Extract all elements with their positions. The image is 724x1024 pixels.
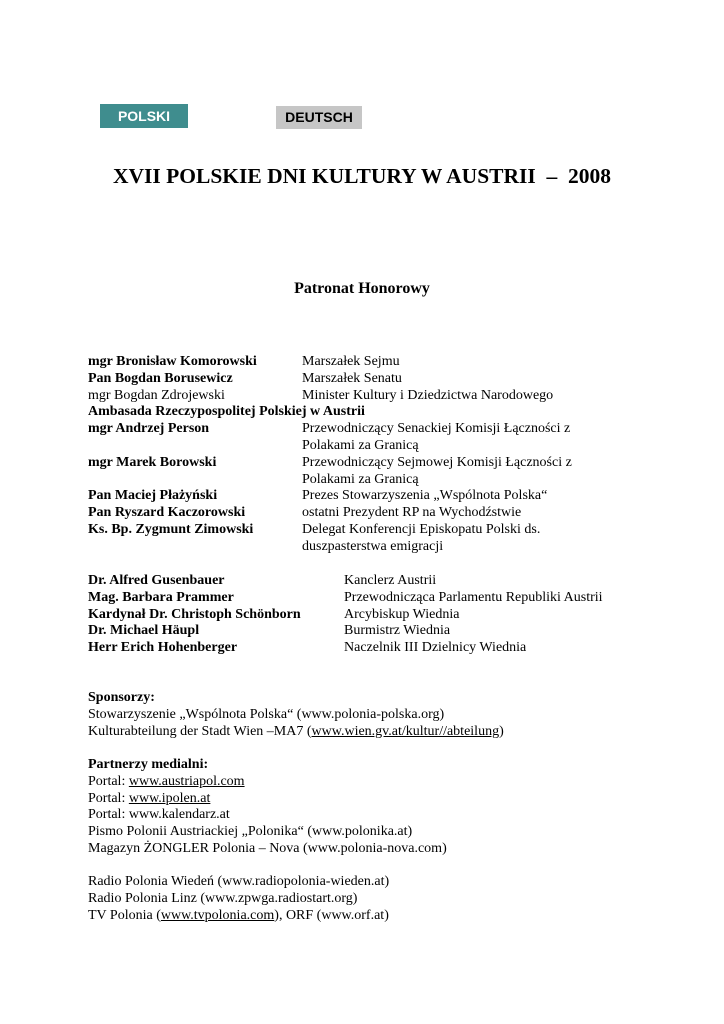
- sponsors-section: [88, 690, 708, 740]
- patron-role: [302, 388, 708, 405]
- embassy-name: Ambasada Rzeczypospolitej Polskiej w Austrii: [88, 404, 365, 420]
- patron-role-line: Przewodniczący Senackiej Komisji Łączności z: [302, 421, 571, 437]
- portal-link[interactable]: www.austriapol.com: [128, 773, 245, 789]
- patron-role: [302, 421, 708, 455]
- patron-row: [88, 505, 708, 522]
- deutsch-language-button[interactable]: DEUTSCH: [276, 106, 362, 129]
- patron-name: mgr Bronisław Komorowski: [88, 354, 257, 369]
- media-line: [88, 807, 708, 824]
- sponsor-line: [88, 724, 708, 741]
- patron-role: Przewodnicząca Parlamentu Republiki Austrii: [344, 589, 603, 605]
- media-line: Pismo Polonii Austriackiej „Polonika“ (www.polonika.at): [88, 824, 413, 840]
- patron-row: [88, 388, 708, 405]
- patron-name: Dr. Alfred Gusenbauer: [88, 573, 225, 588]
- polski-language-button[interactable]: POLSKI: [100, 104, 188, 128]
- portal-label: Portal:: [88, 790, 129, 806]
- patron-role-line: Delegat Konferencji Episkopatu Polski ds.: [302, 521, 541, 537]
- patron-role-line: Polakami za Granicą: [302, 437, 419, 453]
- patron-role-line: duszpasterstwa emigracji: [302, 538, 444, 554]
- tv-link[interactable]: www.tvpolonia.com: [160, 907, 275, 923]
- sponsors-heading: Sponsorzy:: [88, 690, 155, 705]
- patron-row: [88, 640, 708, 657]
- patron-row: [88, 522, 708, 556]
- media-line: [88, 791, 708, 808]
- patron-name: Mag. Barbara Prammer: [88, 589, 234, 605]
- patron-role-line: Prezes Stowarzyszenia „Wspólnota Polska“: [302, 488, 548, 504]
- portal-text: www.kalendarz.at: [128, 807, 230, 823]
- patron-name: Pan Bogdan Borusewicz: [88, 370, 233, 386]
- patron-row: [88, 421, 708, 455]
- tv-text: TV Polonia (: [88, 907, 161, 923]
- sponsor-text: Kulturabteilung der Stadt Wien –MA7 (: [88, 723, 312, 739]
- patron-row: [88, 404, 708, 421]
- patron-row: [88, 607, 708, 624]
- patron-role: [302, 455, 708, 489]
- patron-role-line: Marszałek Senatu: [302, 370, 402, 386]
- patron-name: Ks. Bp. Zygmunt Zimowski: [88, 521, 254, 537]
- tv-text: ), ORF (www.orf.at): [274, 907, 389, 923]
- patron-role: Kanclerz Austrii: [344, 573, 437, 588]
- media-partners-section: [88, 757, 708, 858]
- patron-name: mgr Marek Borowski: [88, 454, 217, 470]
- polish-patrons-list: [88, 354, 708, 556]
- patron-role: [302, 371, 708, 388]
- patron-role: Naczelnik III Dzielnicy Wiednia: [344, 640, 527, 656]
- patron-role-line: Polakami za Granicą: [302, 471, 419, 487]
- patron-row: [88, 455, 708, 489]
- patron-role: [302, 505, 708, 522]
- portal-link[interactable]: www.ipolen.at: [128, 790, 211, 806]
- patron-name: Pan Ryszard Kaczorowski: [88, 505, 246, 521]
- patron-row: [88, 371, 708, 388]
- patron-role: [302, 488, 708, 505]
- radio-line: Radio Polonia Wiedeń (www.radiopolonia-wieden.at): [88, 874, 390, 889]
- patron-name: Dr. Michael Häupl: [88, 623, 200, 639]
- sponsor-link[interactable]: www.wien.gv.at/kultur//abteilung: [311, 723, 500, 739]
- portal-label: Portal:: [88, 807, 129, 823]
- sponsor-line: Stowarzyszenie „Wspólnota Polska“ (www.polonia-polska.org): [88, 706, 445, 722]
- media-line: Magazyn ŻONGLER Polonia – Nova (www.polonia-nova.com): [88, 840, 447, 856]
- radio-line: Radio Polonia Linz (www.zpwga.radiostart.org): [88, 890, 358, 906]
- patron-role: [302, 522, 708, 556]
- patron-name: mgr Bogdan Zdrojewski: [88, 387, 225, 403]
- patron-role: [302, 354, 708, 371]
- patron-row: [88, 623, 708, 640]
- media-partners-heading: Partnerzy medialni:: [88, 757, 209, 772]
- section-subtitle: Patronat Honorowy: [294, 280, 430, 297]
- patron-role: Burmistrz Wiednia: [344, 623, 451, 639]
- sponsor-text: ): [499, 723, 504, 739]
- radio-tv-section: [88, 874, 708, 924]
- patron-role: Arcybiskup Wiednia: [344, 606, 460, 622]
- patron-role-line: Minister Kultury i Dziedzictwa Narodowego: [302, 387, 554, 403]
- patron-row: [88, 590, 708, 607]
- austrian-patrons-list: [88, 573, 708, 657]
- patron-role-line: Marszałek Sejmu: [302, 354, 400, 369]
- patron-name: Kardynał Dr. Christoph Schönborn: [88, 606, 301, 622]
- patron-role-line: ostatni Prezydent RP na Wychodźstwie: [302, 505, 522, 521]
- patron-name: Herr Erich Hohenberger: [88, 640, 238, 656]
- page-title: XVII POLSKIE DNI KULTURY W AUSTRII – 2008: [112, 164, 612, 188]
- patron-row: [88, 354, 708, 371]
- patron-row: [88, 488, 708, 505]
- patron-row: [88, 573, 708, 590]
- patron-name: Pan Maciej Płażyński: [88, 488, 218, 504]
- portal-label: Portal:: [88, 773, 129, 789]
- media-line: [88, 774, 708, 791]
- tv-line: [88, 908, 708, 925]
- patron-role-line: Przewodniczący Sejmowej Komisji Łączności z: [302, 454, 572, 470]
- patron-name: mgr Andrzej Person: [88, 421, 210, 437]
